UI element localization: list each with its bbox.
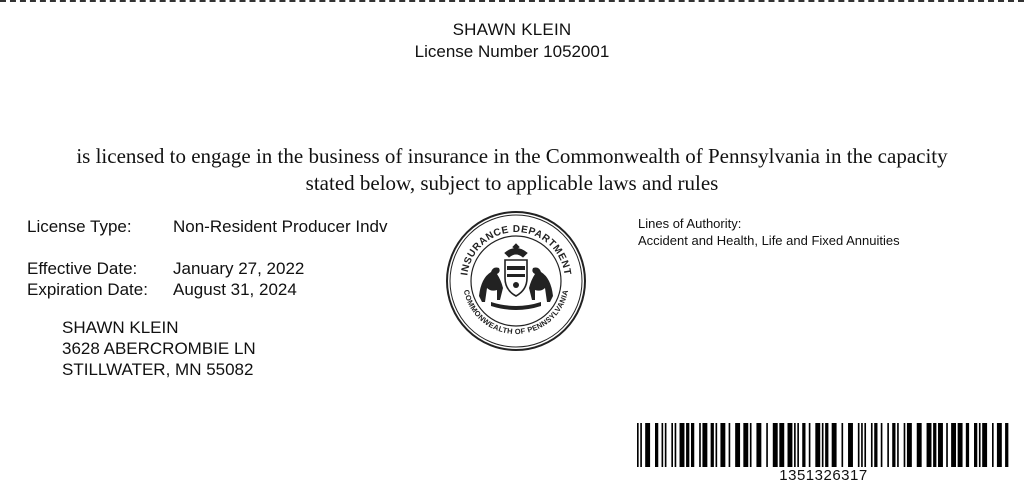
barcode-bar bbox=[861, 423, 863, 467]
barcode-bar bbox=[645, 423, 650, 467]
barcode-bar bbox=[982, 423, 987, 467]
barcode-bar bbox=[958, 423, 963, 467]
license-number: License Number 1052001 bbox=[414, 42, 610, 61]
barcode-bar bbox=[917, 423, 922, 467]
barcode-bar bbox=[716, 423, 718, 467]
barcode-bar bbox=[702, 423, 707, 467]
barcode-bar bbox=[675, 423, 677, 467]
expiration-date-row bbox=[27, 279, 297, 300]
license-statement bbox=[20, 143, 1004, 197]
barcode-bar bbox=[1005, 423, 1008, 467]
barcode-bar bbox=[874, 423, 877, 467]
barcode-bar bbox=[927, 423, 932, 467]
barcode-bar bbox=[662, 423, 664, 467]
perforation-line bbox=[0, 0, 1024, 6]
barcode-bar bbox=[729, 423, 731, 467]
address-city: STILLWATER, MN 55082 bbox=[62, 360, 254, 379]
barcode-bar bbox=[640, 423, 642, 467]
barcode-bar bbox=[686, 423, 689, 467]
barcode-bar bbox=[848, 423, 853, 467]
barcode-bar bbox=[720, 423, 725, 467]
insurance-department-seal bbox=[445, 210, 587, 352]
barcode-bar bbox=[655, 423, 658, 467]
barcode-bar bbox=[938, 423, 943, 467]
barcode-bar bbox=[933, 423, 936, 467]
license-type-value: Non-Resident Producer Indv bbox=[173, 217, 388, 236]
barcode-bar bbox=[756, 423, 761, 467]
barcode-bar bbox=[794, 423, 796, 467]
loa-value: Accident and Health, Life and Fixed Annuities bbox=[638, 233, 900, 248]
barcode-bar bbox=[735, 423, 740, 467]
barcode-bar bbox=[750, 423, 752, 467]
barcode-bar bbox=[802, 423, 805, 467]
barcode-bar bbox=[699, 423, 701, 467]
barcode-bar bbox=[974, 423, 977, 467]
licensee-name: SHAWN KLEIN bbox=[452, 20, 572, 39]
barcode-bar bbox=[815, 423, 820, 467]
barcode-bar bbox=[997, 423, 1002, 467]
barcode-bar bbox=[979, 423, 981, 467]
barcode-bar bbox=[881, 423, 883, 467]
effective-date-value: January 27, 2022 bbox=[173, 259, 305, 278]
barcode-bar bbox=[907, 423, 912, 467]
license-type-label: License Type: bbox=[27, 217, 132, 236]
loa-label: Lines of Authority: bbox=[638, 216, 742, 231]
barcode-bar bbox=[966, 423, 969, 467]
barcode-bar bbox=[825, 423, 828, 467]
barcode bbox=[637, 423, 1010, 467]
address-street: 3628 ABERCROMBIE LN bbox=[62, 339, 256, 358]
barcode-bar bbox=[822, 423, 824, 467]
barcode-bar bbox=[897, 423, 899, 467]
barcode-bar bbox=[743, 423, 748, 467]
license-type-row bbox=[27, 216, 388, 237]
seal-bottom-text: COMMONWEALTH OF PENNSYLVANIA bbox=[461, 288, 571, 337]
barcode-bar bbox=[773, 423, 778, 467]
barcode-bar bbox=[766, 423, 768, 467]
statement-line-2: stated below, subject to applicable laws and rules bbox=[305, 171, 719, 195]
seal-top-text: INSURANCE DEPARTMENT bbox=[459, 223, 573, 277]
barcode-bar bbox=[671, 423, 673, 467]
barcode-bar bbox=[992, 423, 994, 467]
barcode-bar bbox=[691, 423, 694, 467]
barcode-bar bbox=[779, 423, 784, 467]
barcode-bar bbox=[951, 423, 956, 467]
barcode-bar bbox=[809, 423, 811, 467]
statement-line-1: is licensed to engage in the business of insurance in the Commonwealth of Pennsylvania in the capacity bbox=[76, 144, 948, 168]
barcode-bar bbox=[946, 423, 948, 467]
barcode-bar bbox=[637, 423, 639, 467]
barcode-bar bbox=[892, 423, 895, 467]
lines-of-authority bbox=[638, 215, 900, 249]
mailing-address bbox=[62, 317, 256, 380]
expiration-date-value: August 31, 2024 bbox=[173, 280, 297, 299]
barcode-bar bbox=[665, 423, 667, 467]
effective-date-row bbox=[27, 258, 304, 279]
barcode-bar bbox=[711, 423, 714, 467]
expiration-date-label: Expiration Date: bbox=[27, 280, 148, 299]
address-name: SHAWN KLEIN bbox=[62, 318, 179, 337]
barcode-bar bbox=[871, 423, 873, 467]
barcode-bar bbox=[864, 423, 866, 467]
barcode-bar bbox=[797, 423, 799, 467]
barcode-bar bbox=[788, 423, 793, 467]
effective-date-label: Effective Date: bbox=[27, 259, 138, 278]
barcode-bar bbox=[858, 423, 860, 467]
barcode-bar bbox=[887, 423, 889, 467]
barcode-bar bbox=[842, 423, 844, 467]
barcode-bar bbox=[904, 423, 906, 467]
barcode-bar bbox=[832, 423, 837, 467]
barcode-number: 1351326317 bbox=[779, 467, 868, 484]
barcode-bar bbox=[680, 423, 685, 467]
